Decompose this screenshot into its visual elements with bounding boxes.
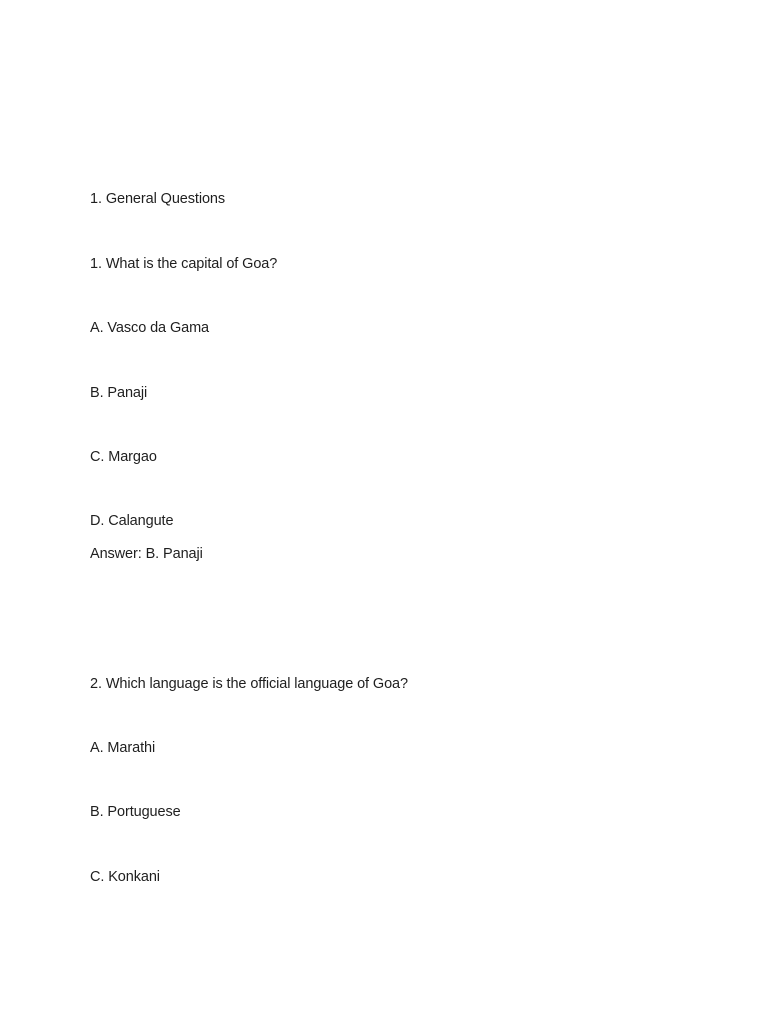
question-1-option-d: D. Calangute xyxy=(90,513,174,529)
question-1-option-c: C. Margao xyxy=(90,449,157,465)
question-1-option-a: A. Vasco da Gama xyxy=(90,320,210,336)
question-2-option-b: B. Portuguese xyxy=(90,804,181,820)
question-1-option-b: B. Panaji xyxy=(90,385,148,401)
question-2-option-c: C. Konkani xyxy=(90,869,160,885)
section-heading: 1. General Questions xyxy=(90,191,226,207)
question-1-answer: Answer: B. Panaji xyxy=(90,546,203,562)
question-2-prompt: 2. Which language is the official language of Goa? xyxy=(90,676,408,692)
question-1-prompt: 1. What is the capital of Goa? xyxy=(90,256,278,272)
question-2-option-a: A. Marathi xyxy=(90,740,156,756)
